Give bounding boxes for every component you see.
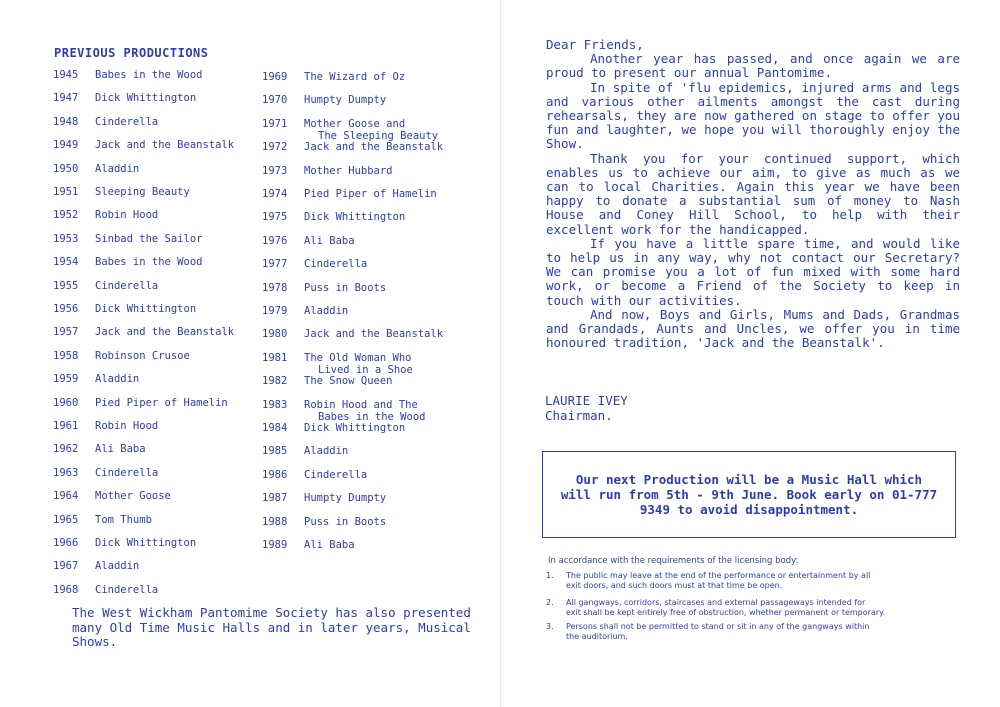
production-row (53, 584, 158, 596)
production-year: 1955 (53, 279, 79, 292)
production-row (53, 116, 158, 128)
licensing-rule (546, 598, 886, 618)
production-row (53, 92, 196, 104)
production-title: Aladdin (95, 373, 140, 386)
production-title: Mother Goose and (304, 117, 406, 130)
production-title: Jack and the Beanstalk (95, 326, 235, 339)
production-title: Cinderella (95, 115, 159, 128)
production-year: 1979 (262, 305, 288, 317)
production-year: 1965 (53, 513, 79, 526)
rule-text: All gangways, corridors, staircases and external passageways intended for (566, 598, 866, 607)
production-year: 1950 (53, 162, 79, 175)
production-title: Mother Goose (95, 490, 171, 503)
production-year: 1973 (262, 164, 288, 177)
production-title: Humpty Dumpty (304, 492, 387, 505)
production-title: Mother Hubbard (304, 164, 393, 177)
production-row (53, 467, 158, 479)
production-title-continued: Lived in a Shoe (318, 363, 413, 376)
production-title: Cinderella (95, 583, 159, 596)
closing-note: The West Wickham Pantomime Society has also presented many Old Time Music Halls and in later years, Musical Shows. (72, 605, 471, 649)
rule-number: 2. (546, 598, 554, 607)
letter-paragraph: And now, Boys and Girls, Mums and Dads, Grandmas and Grandads, Aunts and Uncles, we offer you in time honoured tradition, 'Jack and the Beanstalk'. (546, 306, 960, 351)
production-row (53, 233, 202, 245)
production-year: 1967 (53, 560, 79, 573)
production-title: Dick Whittington (95, 537, 197, 549)
production-title: Babes in the Wood (95, 256, 203, 269)
production-title: Robin Hood (95, 420, 159, 432)
production-row (262, 235, 355, 247)
production-title: Jack and the Beanstalk (95, 139, 235, 152)
production-row (262, 516, 386, 528)
production-title: Aladdin (304, 305, 349, 317)
production-row (262, 328, 443, 340)
production-title: Aladdin (304, 445, 349, 458)
production-row (262, 165, 393, 177)
production-title: Cinderella (304, 468, 368, 481)
production-row (262, 445, 348, 457)
production-year: 1969 (262, 71, 288, 83)
production-title: Puss in Boots (304, 281, 387, 294)
production-year: 1945 (53, 69, 79, 81)
production-year: 1964 (53, 490, 79, 503)
rule-number: 3. (546, 622, 554, 631)
production-row (262, 141, 443, 153)
production-title: Robinson Crusoe (95, 349, 190, 362)
production-year: 1952 (53, 209, 79, 222)
production-year: 1980 (262, 328, 288, 341)
production-year: 1974 (262, 188, 288, 200)
production-year: 1977 (262, 258, 288, 271)
production-year: 1978 (262, 281, 288, 294)
production-title: Humpty Dumpty (304, 94, 387, 107)
production-year: 1958 (53, 349, 79, 362)
letter-paragraph: In spite of 'flu epidemics, injured arms and legs and various other ailments amongst the cast during rehearsals, they are now gathered on stage to offer you fun and laughter, we hope you will thoroughly enjoy the Show. (546, 79, 960, 152)
page-fold (500, 0, 501, 707)
production-title: Sinbad the Sailor (95, 232, 203, 245)
production-row (262, 71, 405, 83)
production-title: Dick Whittington (304, 211, 406, 224)
production-year: 1988 (262, 515, 288, 528)
production-row (53, 303, 196, 315)
production-title: The Snow Queen (304, 375, 393, 388)
production-title: Dick Whittington (95, 303, 197, 315)
production-row (53, 163, 139, 175)
production-title: Dick Whittington (304, 422, 406, 434)
production-title: Ali Baba (95, 443, 146, 456)
production-row (262, 211, 405, 223)
production-title: Ali Baba (304, 234, 355, 247)
production-year: 1987 (262, 492, 288, 505)
production-title: Sleeping Beauty (95, 186, 190, 198)
production-row (53, 139, 234, 151)
production-title: Babes in the Wood (95, 69, 203, 81)
signature-title: Chairman. (545, 407, 613, 423)
production-row (53, 186, 190, 198)
production-row (262, 118, 438, 142)
production-title: Aladdin (95, 162, 140, 175)
production-year: 1981 (262, 351, 288, 364)
production-row (53, 560, 139, 572)
production-title: The Old Woman Who (304, 351, 412, 364)
production-row (53, 537, 196, 549)
production-year: 1966 (53, 537, 79, 549)
production-title: Pied Piper of Hamelin (95, 396, 228, 409)
rule-text: the auditorium. (566, 632, 628, 641)
production-year: 1986 (262, 468, 288, 481)
production-year: 1985 (262, 445, 288, 458)
production-title: Cinderella (95, 279, 159, 292)
production-year: 1963 (53, 466, 79, 479)
notice-text: Our next Production will be a Music Hall which will run from 5th - 9th June. Book early on 01-777 9349 to avoid disappointment. (560, 472, 938, 517)
production-title: Ali Baba (304, 539, 355, 551)
production-year: 1975 (262, 211, 288, 224)
production-row (53, 209, 158, 221)
licensing-rule (546, 622, 870, 642)
production-year: 1970 (262, 94, 288, 107)
rule-text: exit doors, and such doors must at that time be open. (566, 581, 783, 590)
production-title: Puss in Boots (304, 515, 387, 528)
rule-number: 1. (546, 571, 554, 580)
production-year: 1949 (53, 139, 79, 152)
production-title: Tom Thumb (95, 513, 152, 526)
production-row (262, 539, 355, 551)
production-row (53, 420, 158, 432)
production-row (262, 282, 386, 294)
production-row (53, 397, 228, 409)
letter-greeting: Dear Friends, (546, 37, 644, 52)
production-row (262, 399, 425, 423)
production-year: 1984 (262, 422, 288, 434)
rule-text: exit shall be kept entirely free of obstruction, whether permanent or temporary. (566, 608, 886, 617)
production-row (262, 305, 348, 317)
production-year: 1972 (262, 141, 288, 154)
production-row (53, 443, 146, 455)
production-row (53, 350, 190, 362)
rule-text: Persons shall not be permitted to stand or sit in any of the gangways within (566, 622, 870, 631)
next-production-notice (542, 451, 956, 538)
production-row (262, 375, 393, 387)
production-row (53, 256, 202, 268)
production-row (53, 490, 171, 502)
production-year: 1947 (53, 92, 79, 105)
letter-paragraph: Another year has passed, and once again we are proud to present our annual Pantomime. (546, 51, 960, 81)
production-year: 1957 (53, 326, 79, 339)
production-year: 1948 (53, 115, 79, 128)
production-row (53, 280, 158, 292)
letter-paragraph: If you have a little spare time, and would like to help us in any way, why not contact our Secretary? We can promise you a lot of fun mixed with some hard work, or become a Friend of the Society to keep in touch with our activities. (546, 235, 960, 308)
production-title-continued: The Sleeping Beauty (318, 129, 439, 142)
production-row (262, 492, 386, 504)
production-year: 1961 (53, 420, 79, 432)
production-year: 1971 (262, 117, 288, 130)
production-row (53, 326, 234, 338)
production-year: 1959 (53, 373, 79, 386)
production-year: 1976 (262, 234, 288, 247)
licensing-rule (546, 571, 871, 591)
production-title: Robin Hood (95, 209, 159, 222)
production-title: The Wizard of Oz (304, 71, 406, 83)
production-year: 1956 (53, 303, 79, 315)
production-title-continued: Babes in the Wood (318, 410, 426, 423)
production-year: 1960 (53, 396, 79, 409)
production-row (262, 422, 405, 434)
production-row (262, 352, 413, 376)
production-row (262, 469, 367, 481)
rule-text: The public may leave at the end of the performance or entertainment by all (566, 571, 871, 580)
signature (545, 394, 628, 423)
letter-paragraph: Thank you for your continued support, which enables us to achieve our aim, to give as much as we can to local Charities. Again this year we have been happy to donate a substantial sum of money to Nash House and Coney Hill School, to help with their excellent work for the handicapped. (546, 150, 960, 237)
production-year: 1989 (262, 539, 288, 551)
production-title: Aladdin (95, 560, 140, 573)
production-row (53, 69, 202, 81)
production-row (53, 514, 152, 526)
production-year: 1982 (262, 375, 288, 388)
production-title: Dick Whittington (95, 92, 197, 105)
production-row (262, 258, 367, 270)
production-row (53, 373, 139, 385)
production-year: 1983 (262, 398, 288, 411)
production-title: Robin Hood and The (304, 398, 418, 411)
production-row (262, 94, 386, 106)
production-title: Jack and the Beanstalk (304, 141, 444, 154)
chairman-letter (546, 38, 960, 350)
production-year: 1968 (53, 583, 79, 596)
production-year: 1954 (53, 256, 79, 269)
production-year: 1953 (53, 232, 79, 245)
production-title: Jack and the Beanstalk (304, 328, 444, 341)
previous-productions-heading: PREVIOUS PRODUCTIONS (54, 46, 209, 60)
production-year: 1962 (53, 443, 79, 456)
production-title: Pied Piper of Hamelin (304, 188, 437, 200)
production-title: Cinderella (304, 258, 368, 271)
production-title: Cinderella (95, 466, 159, 479)
signature-name: LAURIE IVEY (545, 393, 628, 408)
production-row (262, 188, 437, 200)
licensing-intro: In accordance with the requirements of the licensing body: (548, 556, 799, 566)
production-year: 1951 (53, 186, 79, 198)
